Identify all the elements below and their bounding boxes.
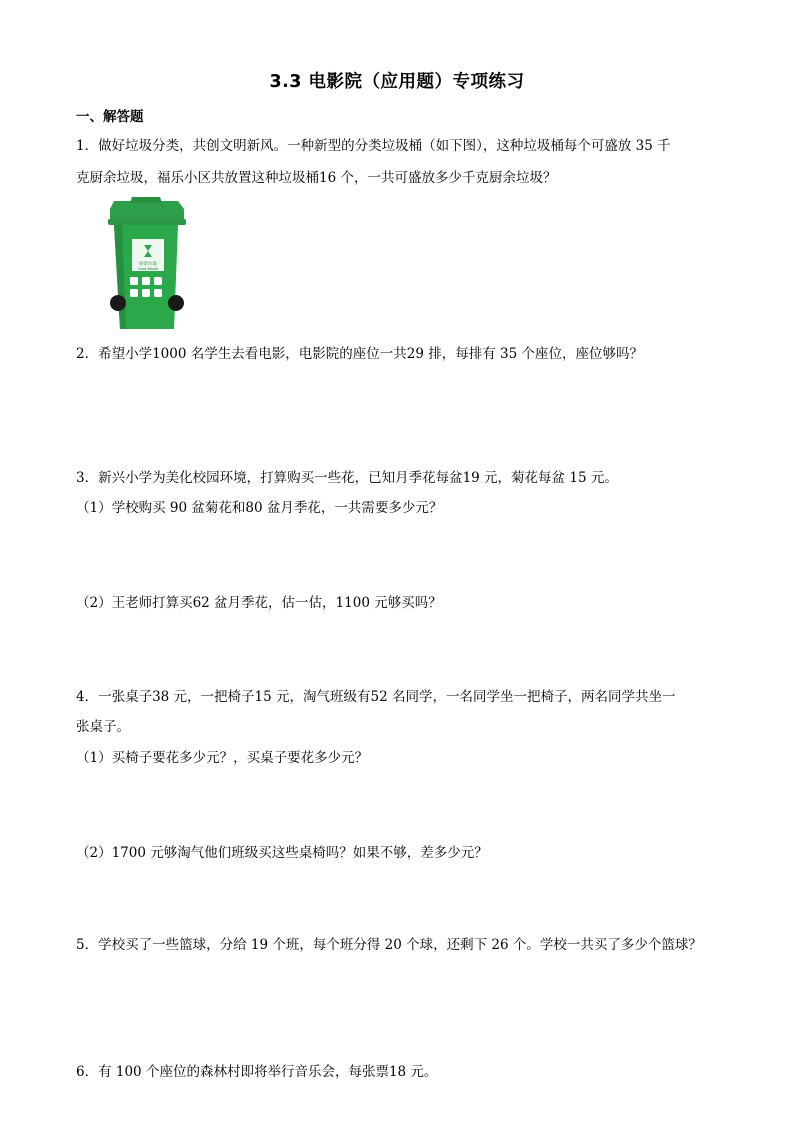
question-3-sub-1: （1）学校购买 90 盆菊花和80 盆月季花，一共需要多少元？: [76, 500, 443, 516]
question-2-line-1: 2．希望小学1000 名学生去看电影，电影院的座位一共29 排，每排有 35 个座位，座位够吗？: [76, 346, 643, 362]
page-title: 3.3 电影院（应用题）专项练习: [269, 72, 525, 92]
question-5-line-1: 5．学校买了一些篮球，分给 19 个班，每个班分得 20 个球，还剩下 26 个。学校一共买了多少个篮球？: [76, 937, 702, 953]
question-4-line-1: 4．一张桌子38 元，一把椅子15 元，淘气班级有52 名同学，一名同学坐一把椅子，两名同学共坐一: [76, 689, 676, 705]
question-1-line-1: 1．做好垃圾分类，共创文明新风。一种新型的分类垃圾桶（如下图），这种垃圾桶每个可盛放 35 千: [76, 138, 671, 154]
bin-label-en: Food Waste: [137, 267, 159, 271]
bin-label-cn: 厨余垃圾: [139, 262, 157, 267]
question-3-sub-2: （2）王老师打算买62 盆月季花，估一估，1100 元够买吗？: [76, 595, 442, 611]
question-3-line-1: 3．新兴小学为美化校园环境，打算购买一些花，已知月季花每盆19 元，菊花每盆 15 元。: [76, 470, 618, 486]
question-4-sub-2: （2）1700 元够淘气他们班级买这些桌椅吗？如果不够，差多少元？: [76, 845, 488, 861]
question-6-line-1: 6．有 100 个座位的森林村即将举行音乐会，每张票18 元。: [76, 1064, 438, 1080]
question-4-sub-1: （1）买椅子要花多少元？，买桌子要花多少元？: [76, 750, 369, 766]
section-heading: 一、解答题: [76, 109, 144, 125]
question-4-line-2: 张桌子。: [76, 719, 130, 735]
green-trash-bin-image: [104, 195, 188, 335]
question-1-line-2: 克厨余垃圾，福乐小区共放置这种垃圾桶16 个，一共可盛放多少千克厨余垃圾？: [76, 170, 557, 186]
